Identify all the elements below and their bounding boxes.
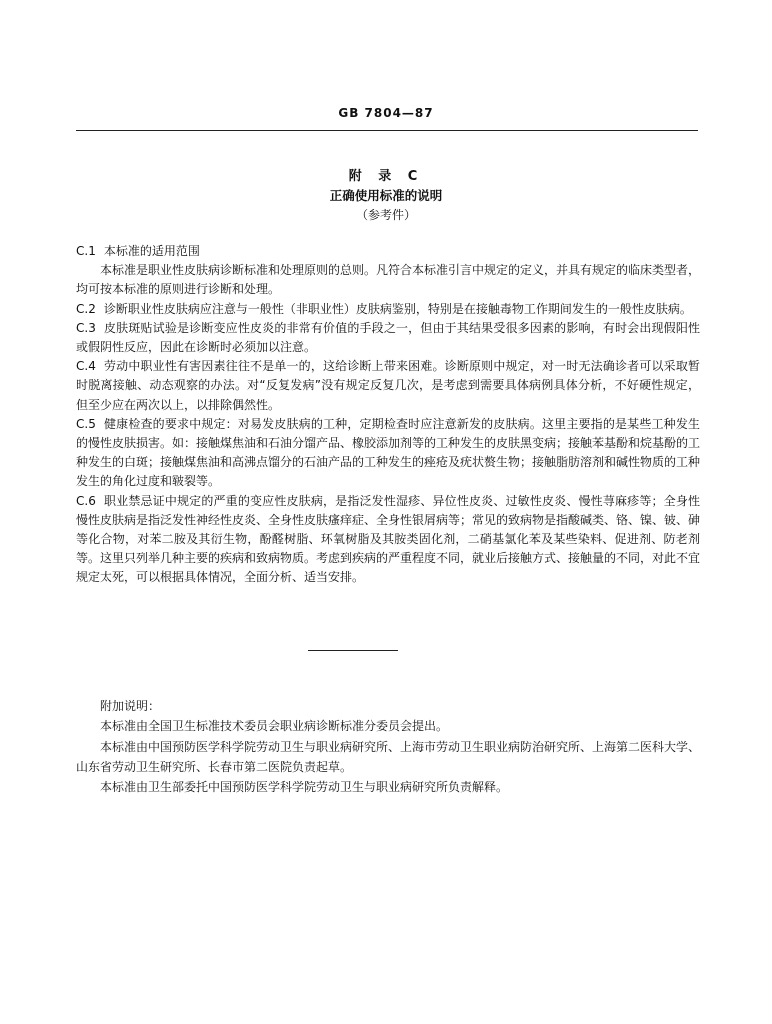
section-c1-text: 本标准是职业性皮肤病诊断标准和处理原则的总则。凡符合本标准引言中规定的定义，并具有规定的临床类型者，均可按本标准的原则进行诊断和处理。 bbox=[76, 263, 701, 297]
appendix-subtitle: （参考件） bbox=[355, 208, 416, 222]
section-number: C.5 bbox=[76, 416, 96, 431]
section-text: 劳动中职业性有害因素往往不是单一的，这给诊断上带来困难。诊断原则中规定，对一时无法确诊者可以采取暂时脱离接触、动态观察的办法。对“反复发病”没有规定反复几次，是考虑到需要具体病例具体分析，不好硬性规定，但至少应在两次以上，以排除偶然性。 bbox=[76, 359, 700, 412]
section-number: C.3 bbox=[76, 320, 96, 335]
section-c4 bbox=[76, 357, 700, 415]
appendix-body bbox=[76, 242, 700, 588]
section-c6 bbox=[76, 492, 700, 588]
section-c5 bbox=[76, 415, 700, 492]
section-text: 职业禁忌证中规定的严重的变应性皮肤病，是指泛发性湿疹、异位性皮炎、过敏性皮炎、慢性荨麻疹等；全身性慢性皮肤病是指泛发性神经性皮炎、全身性皮肤瘙痒症、全身性银屑病等；常见的致病物是指酸碱类、铬、镍、铍、砷等化合物，对苯二胺及其衍生物，酚醛树脂、环氧树脂及其胺类固化剂，二硝基氯化苯及某些染料、促进剂、防老剂等。这里只列举几种主要的疾病和致病物质。考虑到疾病的严重程度不同，就业后接触方式、接触量的不同，对此不宜规定太死，可以根据具体情况，全面分析、适当安排。 bbox=[76, 493, 701, 585]
section-number: C.6 bbox=[76, 493, 96, 508]
section-text: 诊断职业性皮肤病应注意与一般性（非职业性）皮肤病鉴别，特别是在接触毒物工作期间发生的一般性皮肤病。 bbox=[103, 301, 692, 316]
note-item: 本标准由中国预防医学科学院劳动卫生与职业病研究所、上海市劳动卫生职业病防治研究所、上海第二医科大学、山东省劳动卫生研究所、长春市第二医院负责起草。 bbox=[76, 739, 701, 774]
note-item: 本标准由卫生部委托中国预防医学科学院劳动卫生与职业病研究所负责解释。 bbox=[100, 780, 509, 795]
appendix-label: 附 录 C bbox=[348, 169, 424, 184]
appendix-title: 正确使用标准的说明 bbox=[329, 188, 443, 203]
section-text: 健康检查的要求中规定：对易发皮肤病的工种，定期检查时应注意新发的皮肤病。这里主要指的是某些工种发生的慢性皮肤损害。如：接触煤焦油和石油分馏产品、橡胶添加剂等的工种发生的皮肤黑变病；接触苯基酚和烷基酚的工种发生的白斑；接触煤焦油和高沸点馏分的石油产品的工种发生的痤疮及疣状赘生物；接触脂肪溶剂和碱性物质的工种发生的角化过度和皲裂等。 bbox=[76, 416, 701, 489]
section-heading: 本标准的适用范围 bbox=[103, 244, 200, 258]
section-c3 bbox=[76, 319, 700, 357]
section-number: C.2 bbox=[76, 301, 96, 316]
section-c2 bbox=[76, 300, 700, 319]
section-number: C.4 bbox=[76, 359, 96, 374]
additional-notes bbox=[76, 696, 700, 797]
note-item: 本标准由全国卫生标准技术委员会职业病诊断标准分委员会提出。 bbox=[100, 719, 449, 734]
section-c1-heading bbox=[76, 242, 700, 261]
header-rule bbox=[76, 130, 698, 131]
end-rule bbox=[308, 650, 398, 651]
section-number: C.1 bbox=[76, 244, 96, 258]
notes-heading: 附加说明： bbox=[100, 699, 161, 713]
section-text: 皮肤斑贴试验是诊断变应性皮炎的非常有价值的手段之一，但由于其结果受很多因素的影响，有时会出现假阳性或假阴性反应，因此在诊断时必须加以注意。 bbox=[76, 320, 700, 355]
document-code: GB 7804—87 bbox=[338, 106, 434, 120]
